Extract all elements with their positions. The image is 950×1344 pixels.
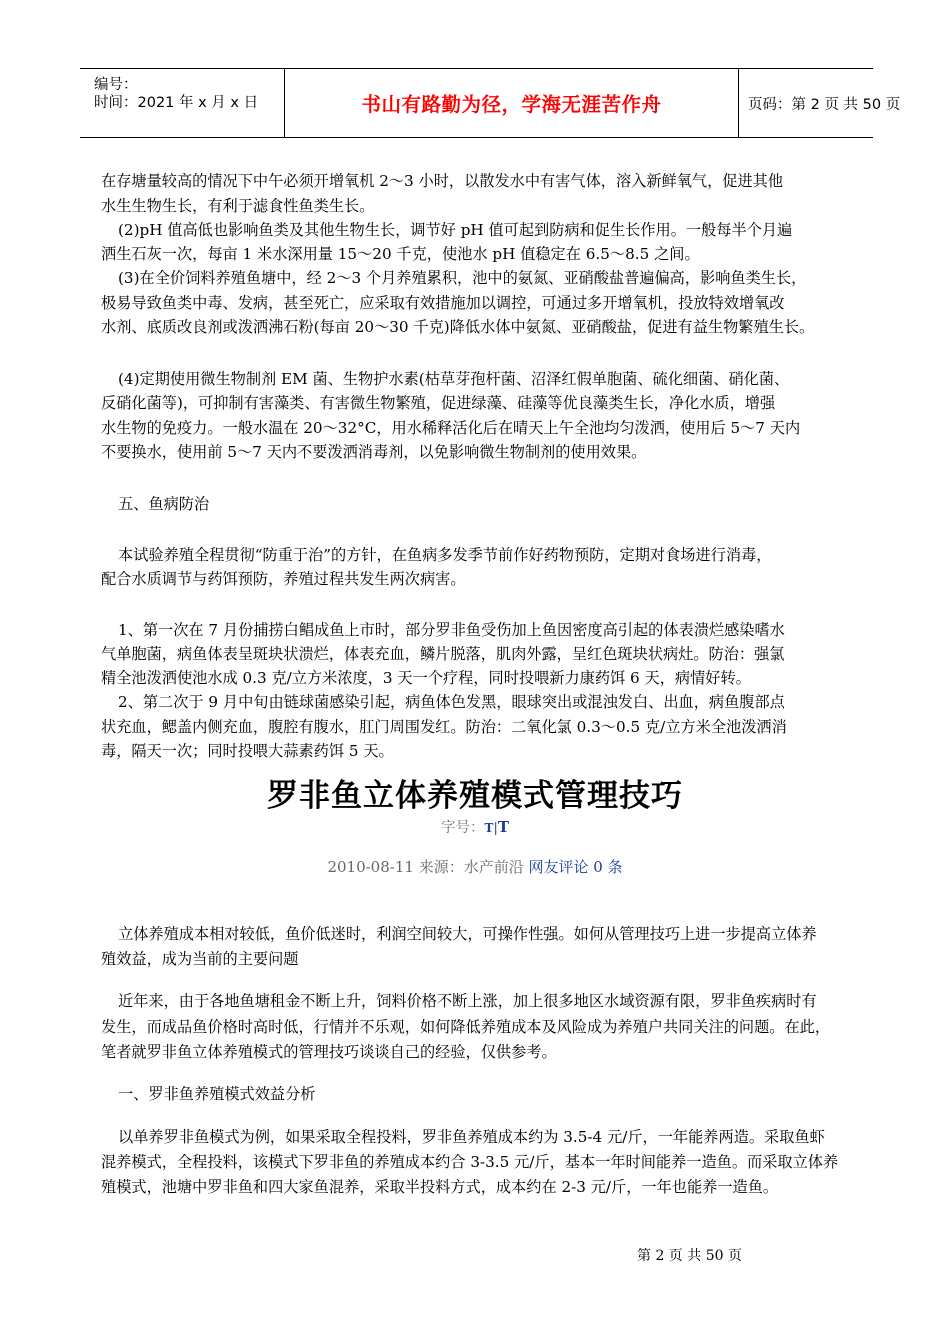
font-size-small-button[interactable]: T [484,821,494,835]
paragraph-line: 水剂、底质改良剂或泼洒沸石粉(每亩 20～30 千克)降低水体中氨氮、亚硝酸盐，促进有益生物繁殖生长。 [101,318,815,336]
paragraph-line: 气单胞菌，病鱼体表呈斑块状溃烂，体表充血，鳞片脱落，肌肉外露，呈红色斑块状病灶。防治：强氯 [101,645,785,663]
paragraph-line: 精全池泼洒使池水成 0.3 克/立方米浓度，3 天一个疗程，同时投喂新力康药饵 6 天，病情好转。 [101,669,751,687]
paragraph-line: 殖模式，池塘中罗非鱼和四大家鱼混养，采取半投料方式，成本约在 2-3 元/斤，一年也能养一造鱼。 [101,1178,779,1196]
article-meta [0,856,950,877]
paragraph-line: 极易导致鱼类中毒、发病，甚至死亡，应采取有效措施加以调控，可通过多开增氧机，投放特效增氧改 [101,294,785,312]
header-motto-cell [284,69,739,137]
comments-link[interactable]: 网友评论 0 条 [528,858,623,876]
serial-number-label: 编号： [94,77,138,93]
paragraph-line: 洒生石灰一次，每亩 1 米水深用量 15～20 千克，使池水 pH 值稳定在 6.5～8.5 之间。 [101,245,700,263]
paragraph-line: 以单养罗非鱼模式为例，如果采取全程投料，罗非鱼养殖成本约为 3.5-4 元/斤，一年能养两造。采取鱼虾 [118,1128,825,1146]
paragraph-line: 水生物的免疫力。一般水温在 20～32°C，用水稀释活化后在晴天上午全池均匀泼洒，使用后 5～7 天内 [101,419,801,437]
paragraph-line: (3)在全价饲料养殖鱼塘中，经 2～3 个月养殖累积，池中的氨氮、亚硝酸盐普遍偏高，影响鱼类生长， [118,269,807,287]
date-label: 时间：2021 年 x 月 x 日 [94,95,259,111]
paragraph-line: 立体养殖成本相对较低，鱼价低迷时，利润空间较大，可操作性强。如何从管理技巧上进一步提高立体养 [118,925,817,943]
header-info-cell [80,69,284,137]
paragraph-line: 近年来，由于各地鱼塘租金不断上升，饲料价格不断上涨，加上很多地区水域资源有限，罗非鱼疾病时有 [118,992,817,1010]
article-date-source: 2010-08-11 来源：水产前沿 [327,858,529,876]
paragraph-line: (2)pH 值高低也影响鱼类及其他生物生长，调节好 pH 值可起到防病和促生长作用。一般每半个月遍 [118,221,793,239]
page-footer: 第 2 页 共 50 页 [637,1248,742,1264]
paragraph-line: 发生，而成品鱼价格时高时低，行情并不乐观，如何降低养殖成本及风险成为养殖户共同关注的问题。在此， [101,1018,830,1036]
page-header [80,68,901,138]
page-number-label: 页码：第 2 页 共 50 页 [748,96,901,113]
paragraph-line: 1、第一次在 7 月份捕捞白鲳成鱼上市时，部分罗非鱼受伤加上鱼因密度高引起的体表溃烂感染嗜水 [118,621,785,639]
paragraph-line: 反硝化菌等)，可抑制有害藻类、有害微生物繁殖，促进绿藻、硅藻等优良藻类生长，净化水质，增强 [101,394,776,412]
font-size-separator: | [493,821,498,836]
paragraph-line: 水生生物生长，有利于滤食性鱼类生长。 [101,197,375,215]
section-heading: 五、鱼病防治 [118,495,210,513]
paragraph-line: 不要换水，使用前 5～7 天内不要泼洒消毒剂，以免影响微生物制剂的使用效果。 [101,443,647,461]
section-heading: 一、罗非鱼养殖模式效益分析 [118,1085,316,1103]
paragraph-line: 笔者就罗非鱼立体养殖模式的管理技巧谈谈自己的经验，仅供参考。 [101,1043,557,1061]
motto-text: 书山有路勤为径，学海无涯苦作舟 [361,93,662,116]
font-size-selector [0,816,950,837]
article-title: 罗非鱼立体养殖模式管理技巧 [267,778,683,814]
paragraph-line: 混养模式，全程投料，该模式下罗非鱼的养殖成本约合 3-3.5 元/斤，基本一年时间能养一造鱼。而采取立体养 [101,1153,839,1171]
paragraph-line: 殖效益，成为当前的主要问题 [101,950,299,968]
paragraph-line: 在存塘量较高的情况下中午必须开增氧机 2～3 小时，以散发水中有害气体，溶入新鲜氧气，促进其他 [101,172,784,190]
paragraph-line: (4)定期使用微生物制剂 EM 菌、生物护水素(枯草芽孢杆菌、沼泽红假单胞菌、硫化细菌、硝化菌、 [118,370,790,388]
font-size-label: 字号： [441,820,485,836]
paragraph-line: 2、第二次于 9 月中旬由链球菌感染引起，病鱼体色发黑，眼球突出或混浊发白、出血，病鱼腹部点 [118,693,785,711]
font-size-large-button[interactable]: T [497,818,509,836]
paragraph-line: 毒，隔天一次；同时投喂大蒜素药饵 5 天。 [101,742,394,760]
paragraph-line: 状充血，鳃盖内侧充血，腹腔有腹水，肛门周围发红。防治：二氧化氯 0.3～0.5 克/立方米全池泼洒消 [101,718,787,736]
paragraph-line: 本试验养殖全程贯彻“防重于治”的方针，在鱼病多发季节前作好药物预防，定期对食场进行消毒， [118,546,772,564]
header-page-cell [738,69,901,137]
paragraph-line: 配合水质调节与药饵预防，养殖过程共发生两次病害。 [101,570,466,588]
